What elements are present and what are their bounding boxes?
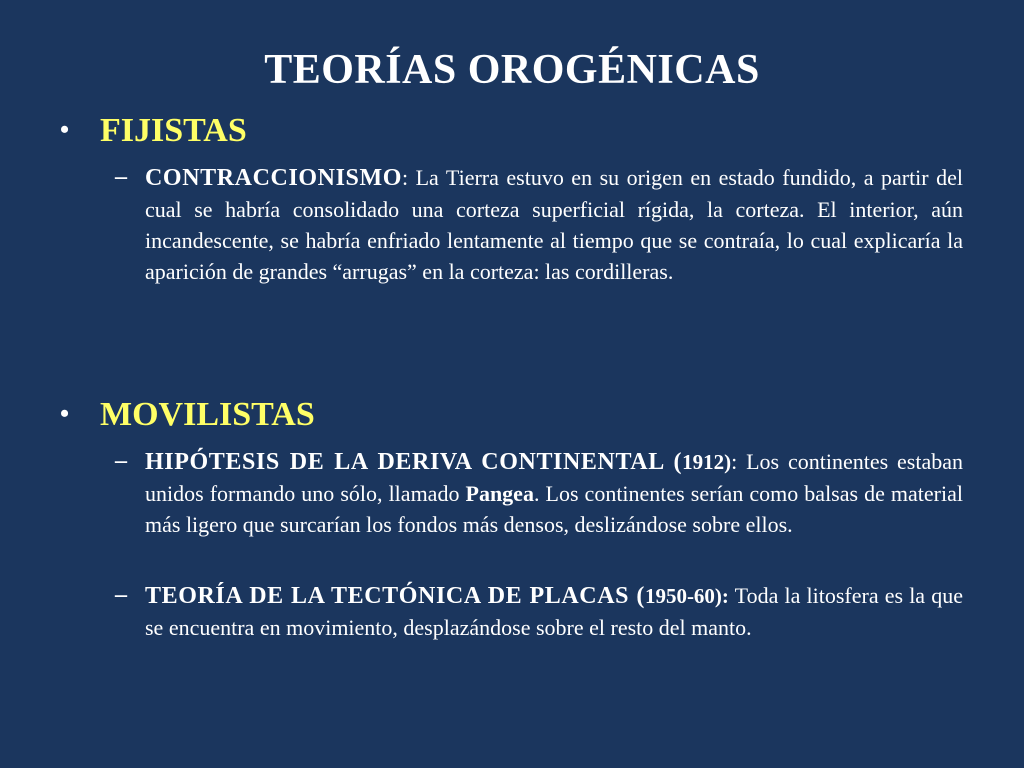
item-tectonica-placas [115, 580, 963, 643]
item-text: : La Tierra estuvo en su origen en estado fundido, a partir del cual se habría consolidado una corteza superficial rígida, la corteza. El interior, aún incandescente, se habría enfriado lentamente al tiempo que se contraía, lo cual explicaría la aparición de grandes “arrugas” en la corteza: las cordilleras. [145, 165, 963, 284]
section-movilistas-heading [60, 394, 980, 435]
item-text-b: . Los continentes serían como balsas de material más ligero que surcarían los fondos más densos, deslizándose sobre ellos. [145, 481, 963, 537]
item-deriva-continental [115, 446, 963, 540]
item-year: 1950-60): [644, 584, 729, 608]
item-text: Toda la litosfera es la que se encuentra en movimiento, desplazándose sobre el resto del manto. [145, 583, 963, 640]
item-contraccionismo [115, 162, 963, 287]
item-term: HIPÓTESIS DE LA DERIVA CONTINENTAL [145, 449, 664, 475]
item-year: 1912) [682, 450, 732, 474]
dash-icon: – [115, 164, 127, 190]
item-term: TEORÍA DE LA TECTÓNICA DE PLACAS ( [145, 583, 645, 609]
item-text-a: : Los continentes estaban unidos formando uno sólo, llamado [145, 449, 963, 506]
dash-icon: – [115, 448, 127, 474]
slide-title: TEORÍAS OROGÉNICAS [264, 47, 760, 93]
section-fijistas-heading [60, 110, 980, 151]
item-keyword: Pangea [465, 481, 534, 506]
dash-icon: – [115, 582, 127, 608]
section-heading-label: MOVILISTAS [100, 396, 315, 433]
item-term: CONTRACCIONISMO [145, 165, 403, 191]
section-heading-label: FIJISTAS [100, 112, 247, 149]
bullet-icon: • [60, 399, 70, 428]
item-year-open: ( [663, 449, 683, 475]
bullet-icon: • [60, 115, 70, 144]
